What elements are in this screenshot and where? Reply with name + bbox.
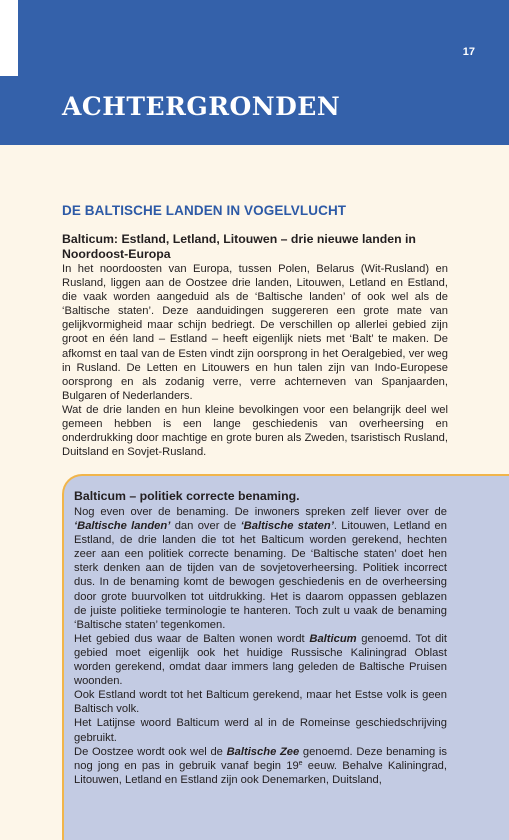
emphasis: ‘Baltische landen’: [74, 520, 171, 533]
text-run: . Litouwen, Letland en Estland, de drie landen die tot het Balticum worden gerekend, hechten zeer aan een politiek correcte benaming. De ‘Baltische staten’ doet hen sterk denken aan de tijden van de sovjetoverheersing. Politiek incorrect dus. In de benaming komt de bewogen geschiedenis en de overheersing door grote buurvolken tot uitdrukking. Het is daarom oppassen geblazen de juiste politieke terminologie te hanteren. Toch zult u vaak de benaming ‘Baltische staten’ tegenkomen.: [74, 520, 447, 631]
info-paragraph: [74, 505, 447, 632]
chapter-header-band: [0, 0, 509, 145]
text-run: genoemd. Deze benaming is nog jong en pas in gebruik vanaf begin 19: [74, 745, 447, 772]
text-run: dan over de: [170, 520, 241, 533]
info-paragraph: Het Latijnse woord Balticum werd al in de Romeinse geschiedschrijving gebruikt.: [74, 717, 447, 744]
main-content: [62, 203, 448, 459]
info-box: [62, 474, 509, 840]
body-text: [62, 262, 448, 459]
info-box-title: Balticum – politiek correcte benaming.: [74, 489, 300, 503]
page-number: 17: [462, 46, 475, 58]
sub-heading: Balticum: Estland, Letland, Litouwen – drie nieuwe landen in Noordoost-Europa: [62, 232, 416, 261]
header-notch: [0, 0, 18, 76]
text-run: genoemd. Tot dit gebied moet eigenlijk ook het huidige Russische Kaliningrad Oblast worden gerekend, omdat daar immers lang geleden de Baltische Pruisen woonden.: [74, 632, 447, 688]
info-paragraph: [74, 632, 447, 688]
section-heading: DE BALTISCHE LANDEN IN VOGELVLUCHT: [62, 203, 347, 218]
text-run: eeuw. Behalve Kaliningrad, Litouwen, Letland en Estland zijn ook Denemarken, Duitsland,: [74, 759, 447, 786]
info-paragraph: [74, 745, 447, 787]
info-paragraph: Ook Estland wordt tot het Balticum gerekend, maar het Estse volk is geen Baltisch volk.: [74, 689, 447, 716]
emphasis: Balticum: [309, 632, 357, 645]
emphasis: ‘Baltische staten’: [240, 520, 334, 533]
emphasis: Baltische Zee: [226, 745, 300, 758]
text-run: De Oostzee wordt ook wel de: [74, 745, 227, 758]
text-run: Nog even over de benaming. De inwoners spreken zelf liever over de: [74, 506, 447, 518]
paragraph: Wat de drie landen en hun kleine bevolkingen voor een belangrijk deel wel gemeen hebben is een lange geschiedenis van overheersing en onderdrukking door machtige en grote buren als Zweden, tsaristisch Rusland, Duitsland en Sovjet-Rusland.: [62, 403, 448, 459]
paragraph: In het noordoosten van Europa, tussen Polen, Belarus (Wit-Rusland) en Rusland, liggen aan de Oostzee drie landen, Litouwen, Letland en Estland, die vaak worden aangeduid als de ‘Baltische landen’ of ook wel als de ‘Baltische staten’. Deze aanduidingen suggereren een grote mate van gelijkvormigheid maar schijn bedriegt. De verschillen op allerlei gebied zijn groot en één land – Estland – heeft eigenlijk niets met ‘Balt’ te maken. De afkomst en taal van de Esten vindt zijn oorsprong in het Oeralgebied, ver weg in Rusland. De Letten en Litouwers en hun talen zijn van Indo-Europese oorsprong en als zodanig verre, verre achterneven van Spanjaarden, Bulgaren of Nederlanders.: [62, 263, 448, 402]
superscript: e: [298, 759, 303, 767]
chapter-title: ACHTERGRONDEN: [62, 92, 341, 121]
text-run: Het gebied dus waar de Balten wonen wordt: [74, 632, 310, 645]
